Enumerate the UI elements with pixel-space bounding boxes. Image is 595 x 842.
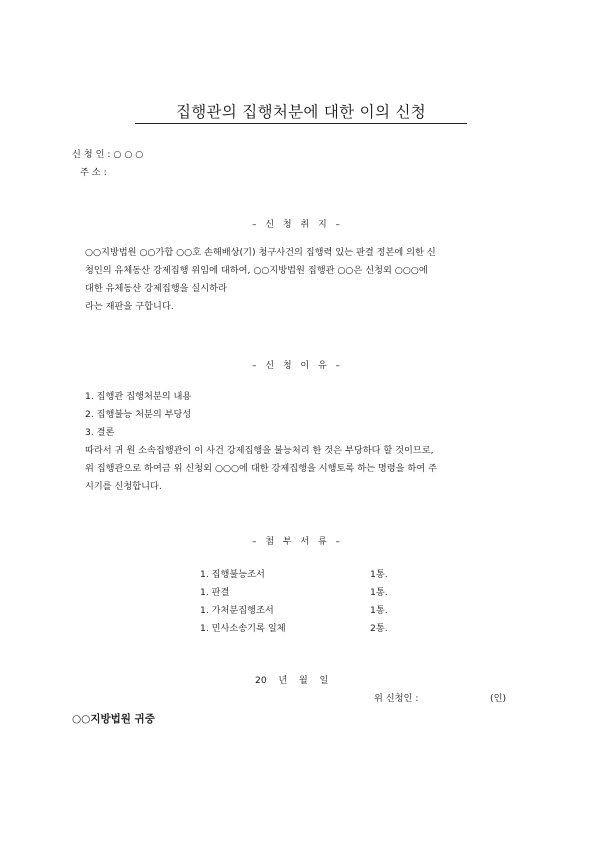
purpose-line: 대한 유체동산 강제집행을 실시하라 [85, 283, 227, 294]
attachment-row [200, 602, 430, 620]
reason-paragraph-line: 위 집행관으로 하여금 위 신청외 ○○○에 대한 강제집행을 시행토록 하는 명령을 하여 주 [85, 463, 437, 474]
reason-item: 3. 결론 [85, 427, 115, 438]
attachment-name: 1. 가처분집행조서 [200, 605, 274, 616]
purpose-heading: – 신 청 취 지 – [251, 220, 344, 230]
attachment-row [200, 566, 430, 584]
applicant-line: 신 청 인 : ○ ○ ○ [72, 149, 144, 160]
attachment-name: 1. 민사소송기록 일체 [200, 623, 286, 634]
document-title: 집행관의 집행처분에 대한 이의 신청 [175, 103, 426, 121]
attachment-row [200, 584, 430, 602]
attachment-count: 1통. [370, 587, 388, 598]
reason-item: 1. 집행관 집행처분의 내용 [85, 391, 192, 402]
attachment-name: 1. 집행불능조서 [200, 569, 265, 580]
attachments-heading: – 첨 부 서 류 – [251, 537, 344, 547]
reason-paragraph-line: 따라서 귀 원 소속집행관이 이 사건 강제집행을 불능처리 한 것은 부당하다 할 것이므로, [85, 445, 434, 456]
date-line: 20 년 월 일 [255, 675, 329, 686]
reason-item: 2. 집행불능 처분의 부당성 [85, 409, 192, 420]
purpose-line: ○○지방법원 ○○가합 ○○호 손해배상(기) 청구사건의 집행력 있는 판결 정본에 의한 신 [85, 247, 436, 258]
purpose-line: 청인의 유체동산 강제집행 위임에 대하여, ○○지방법원 집행관 ○○은 신청외 ○○○에 [85, 265, 428, 276]
seal-mark: (인) [490, 693, 507, 704]
court-addressee: ○○지방법원 귀중 [72, 713, 155, 725]
address-line: 주 소 : [80, 167, 107, 178]
attachment-count: 1통. [370, 605, 388, 616]
purpose-line: 라는 재판을 구합니다. [85, 301, 174, 312]
attachment-count: 2통. [370, 623, 388, 634]
reason-paragraph-line: 시기를 신청합니다. [85, 481, 162, 492]
signer-label: 위 신청인 : [374, 693, 419, 704]
attachment-row [200, 620, 430, 638]
title-underline [135, 123, 467, 124]
attachment-name: 1. 판결 [200, 587, 230, 598]
attachment-count: 1통. [370, 569, 388, 580]
reason-heading: – 신 청 이 유 – [251, 361, 344, 371]
